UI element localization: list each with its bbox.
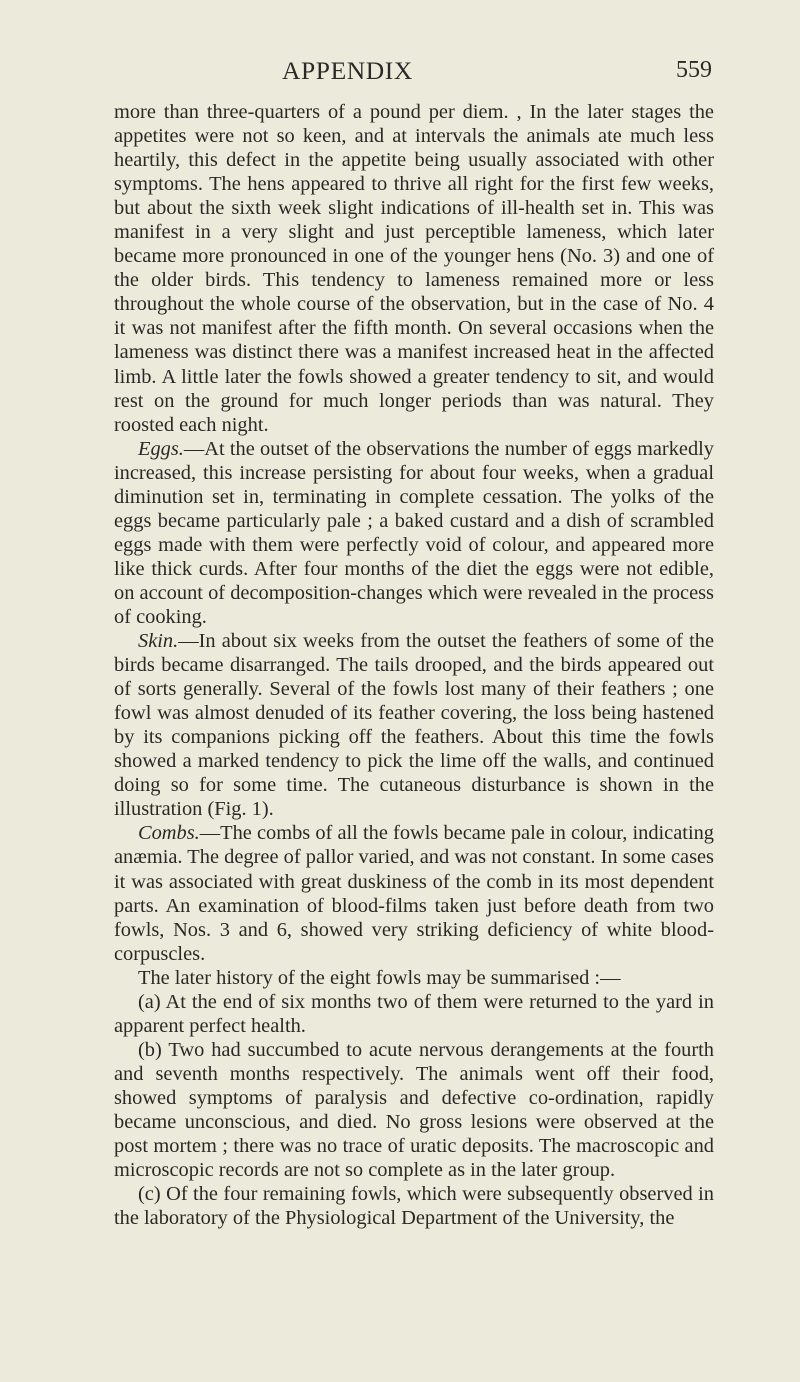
paragraph-text: The later history of the eight fowls may be summarised :— [138,966,621,989]
page-number: 559 [676,57,712,83]
paragraph-item-b [114,1038,714,1182]
paragraph-text: —The combs of all the fowls became pale in colour, indicating anæmia. The degree of pallor varied, and was not constant. In some cases it was associated with great duskiness of the comb in its most dependent parts. An examination of blood-films taken just before death from two fowls, Nos. 3 and 6, showed very striking deficiency of white blood-corpuscles. [114,822,714,965]
item-label-c: (c) [138,1183,161,1206]
item-label-a: (a) [138,990,161,1013]
paragraph-combs [114,821,714,965]
paragraph-text: —At the outset of the observations the number of eggs markedly increased, this increase persisting for about four weeks, when a gradual diminution set in, terminating in complete cessation. The yolks of the eggs became particularly pale ; a baked custard and a dish of scrambled eggs made with them were perfectly void of colour, and appeared more like thick curds. After four months of the diet the eggs were not edible, on account of decomposition-changes which were revealed in the process of cooking. [114,437,714,628]
paragraph-text: At the end of six months two of them were returned to the yard in apparent perfect health. [114,990,714,1037]
subhead-eggs: Eggs. [138,437,184,460]
paragraph-item-a [114,990,714,1038]
paragraph-summary-intro [114,966,714,990]
body-text [114,100,714,1230]
subhead-skin: Skin. [138,630,179,653]
running-header [0,56,800,90]
paragraph-eggs [114,437,714,629]
paragraph-text: more than three-quarters of a pound per diem. , In the later stages the appetites were not so keen, and at intervals the animals ate much less heartily, this defect in the appetite being usually associated with other symptoms. The hens appeared to thrive all right for the first few weeks, but about the sixth week slight indications of ill-health set in. This was manifest in a very slight and just perceptible lameness, which later became more pronounced in one of the younger hens (No. 3) and one of the older birds. This tendency to lameness remained more or less throughout the whole course of the observation, but in the case of No. 4 it was not manifest after the fifth month. On several occasions when the lameness was distinct there was a manifest increased heat in the affected limb. A little later the fowls showed a greater tendency to sit, and would rest on the ground for much longer periods than was natural. They roosted each night. [114,101,714,436]
paragraph-skin [114,629,714,821]
paragraph-continuation [114,100,714,437]
paragraph-text: Two had succumbed to acute nervous derangements at the fourth and seventh months respectively. The animals went off their food, showed symptoms of paralysis and defective co-ordination, rapidly became unconscious, and died. No gross lesions were observed at the post mortem ; there was no trace of uratic deposits. The macroscopic and microscopic records are not so complete as in the later group. [114,1038,714,1182]
paragraph-text: Of the four remaining fowls, which were subsequently observed in the laboratory of the Physiological Department of the University, the [114,1183,714,1230]
item-label-b: (b) [138,1038,162,1061]
paragraph-text: —In about six weeks from the outset the feathers of some of the birds became disarranged. The tails drooped, and the birds appeared out of sorts generally. Several of the fowls lost many of their feathers ; one fowl was almost denuded of its feather covering, the loss being hastened by its companions picking off the feathers. About this time the fowls showed a marked tendency to pick the lime off the walls, and continued doing so for some time. The cutaneous disturbance is shown in the illustration (Fig. 1). [114,630,714,821]
paragraph-item-c [114,1182,714,1230]
running-title: APPENDIX [282,56,413,85]
subhead-combs: Combs. [138,822,200,845]
